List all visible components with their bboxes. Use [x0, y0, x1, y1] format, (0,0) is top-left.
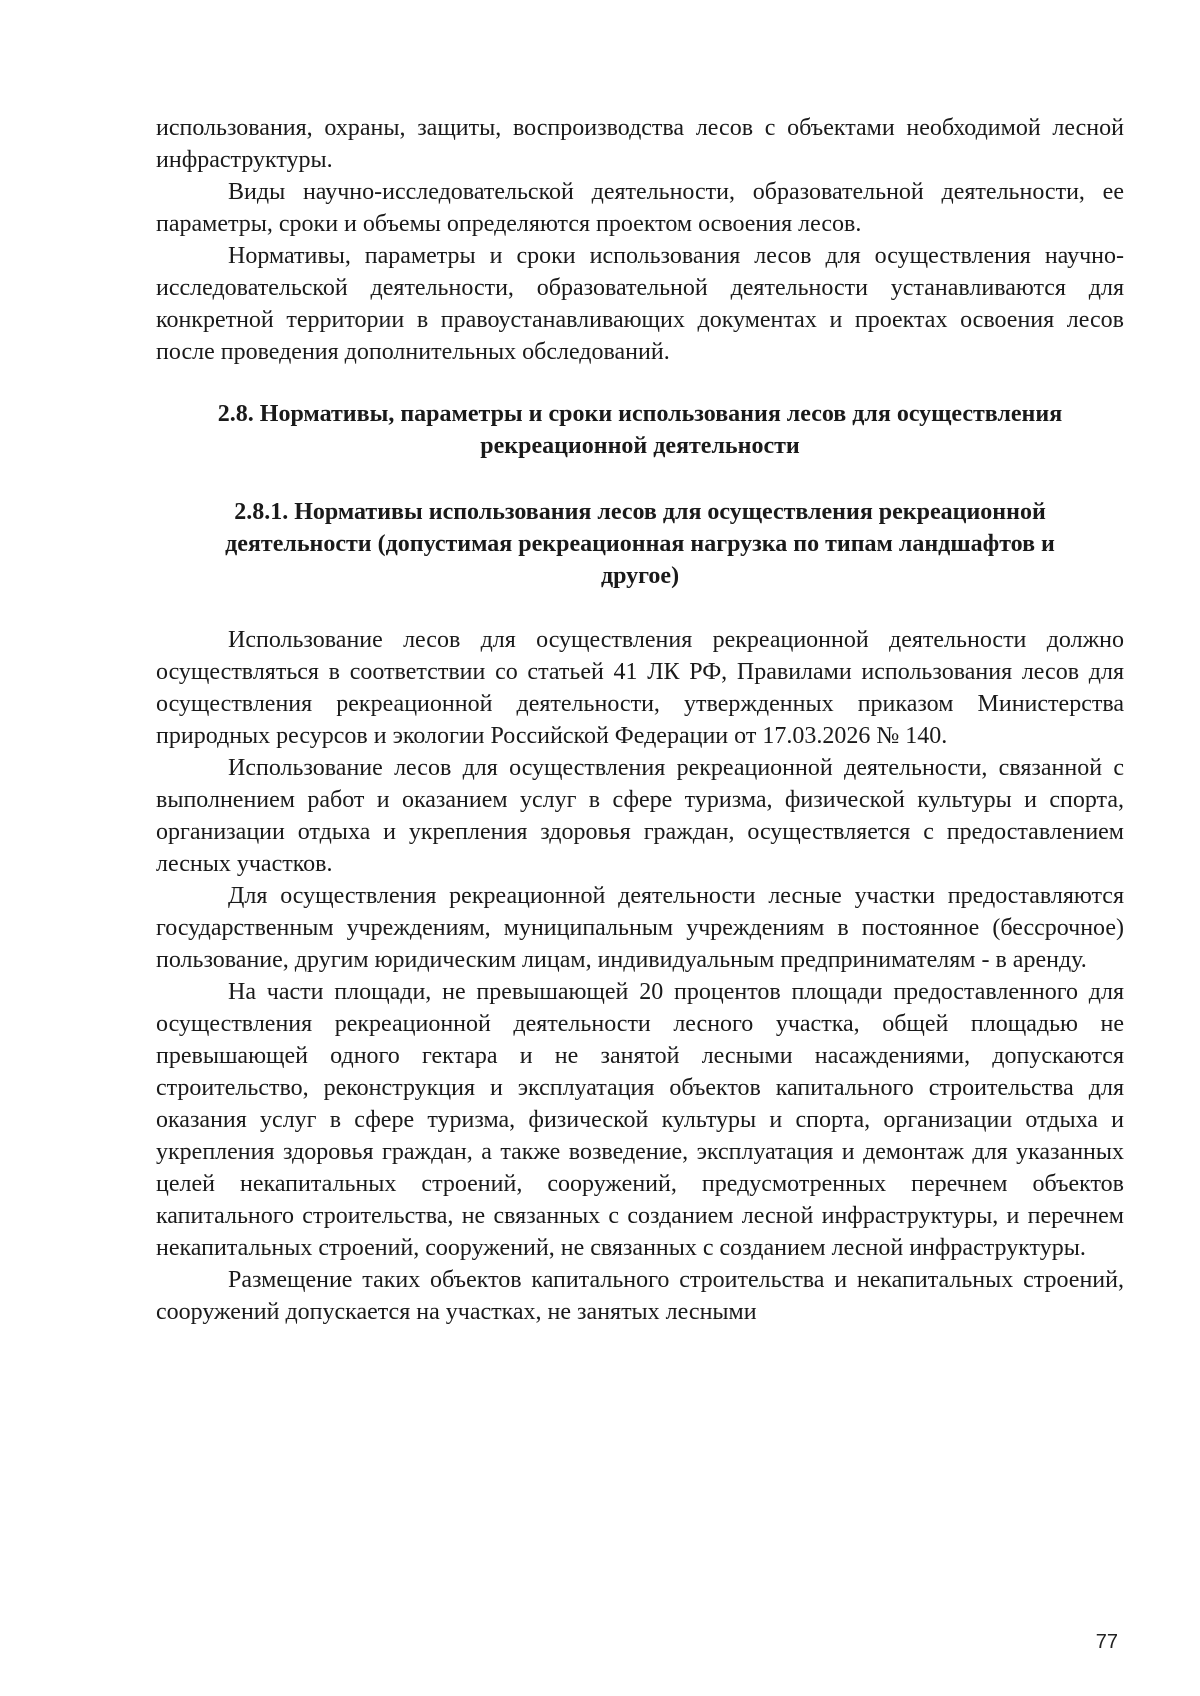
page-number: 77: [1095, 1631, 1118, 1653]
paragraph: использования, охраны, защиты, воспроизводства лесов с объектами необходимой лесной инфраструктуры.: [156, 115, 1124, 173]
paragraph: Размещение таких объектов капитального строительства и некапитальных строений, сооружений допускается на участках, не занятых лесными: [156, 1267, 1124, 1325]
paragraph: На части площади, не превышающей 20 процентов площади предоставленного для осуществления рекреационной деятельности лесного участка, общей площадью не превышающей одного гектара и не занятой лесными насаждениями, допускаются строительство, реконструкция и эксплуатация объектов капитального строительства для оказания услуг в сфере туризма, физической культуры и спорта, организации отдыха и укрепления здоровья граждан, а также возведение, эксплуатация и демонтаж для указанных целей некапитальных строений, сооружений, предусмотренных перечнем объектов капитального строительства, не связанных с созданием лесной инфраструктуры, и перечнем некапитальных строений, сооружений, не связанных с созданием лесной инфраструктуры.: [156, 979, 1124, 1261]
paragraph: Использование лесов для осуществления рекреационной деятельности должно осуществляться в соответствии со статьей 41 ЛК РФ, Правилами использования лесов для осуществления рекреационной деятельности, утвержденных приказом Министерства природных ресурсов и экологии Российской Федерации от 17.03.2026 № 140.: [156, 627, 1124, 749]
paragraph: Для осуществления рекреационной деятельности лесные участки предоставляются государственным учреждениям, муниципальным учреждениям в постоянное (бессрочное) пользование, другим юридическим лицам, индивидуальным предпринимателям - в аренду.: [156, 883, 1124, 973]
paragraph: Нормативы, параметры и сроки использования лесов для осуществления научно-исследовательской деятельности, образовательной деятельности устанавливаются для конкретной территории в правоустанавливающих документах и проектах освоения лесов после проведения дополнительных обследований.: [156, 243, 1124, 365]
section-heading-2-8-1: 2.8.1. Нормативы использования лесов для осуществления рекреационной деятельности (допустимая рекреационная нагрузка по типам ландшафтов и другое): [225, 499, 1055, 589]
section-heading-2-8: 2.8. Нормативы, параметры и сроки использования лесов для осуществления рекреационной деятельности: [217, 401, 1063, 459]
paragraph: Использование лесов для осуществления рекреационной деятельности, связанной с выполнением работ и оказанием услуг в сфере туризма, физической культуры и спорта, организации отдыха и укрепления здоровья граждан, осуществляется с предоставлением лесных участков.: [156, 755, 1124, 877]
paragraph: Виды научно-исследовательской деятельности, образовательной деятельности, ее параметры, сроки и объемы определяются проектом освоения лесов.: [156, 179, 1124, 237]
page-content: [156, 112, 1124, 1328]
